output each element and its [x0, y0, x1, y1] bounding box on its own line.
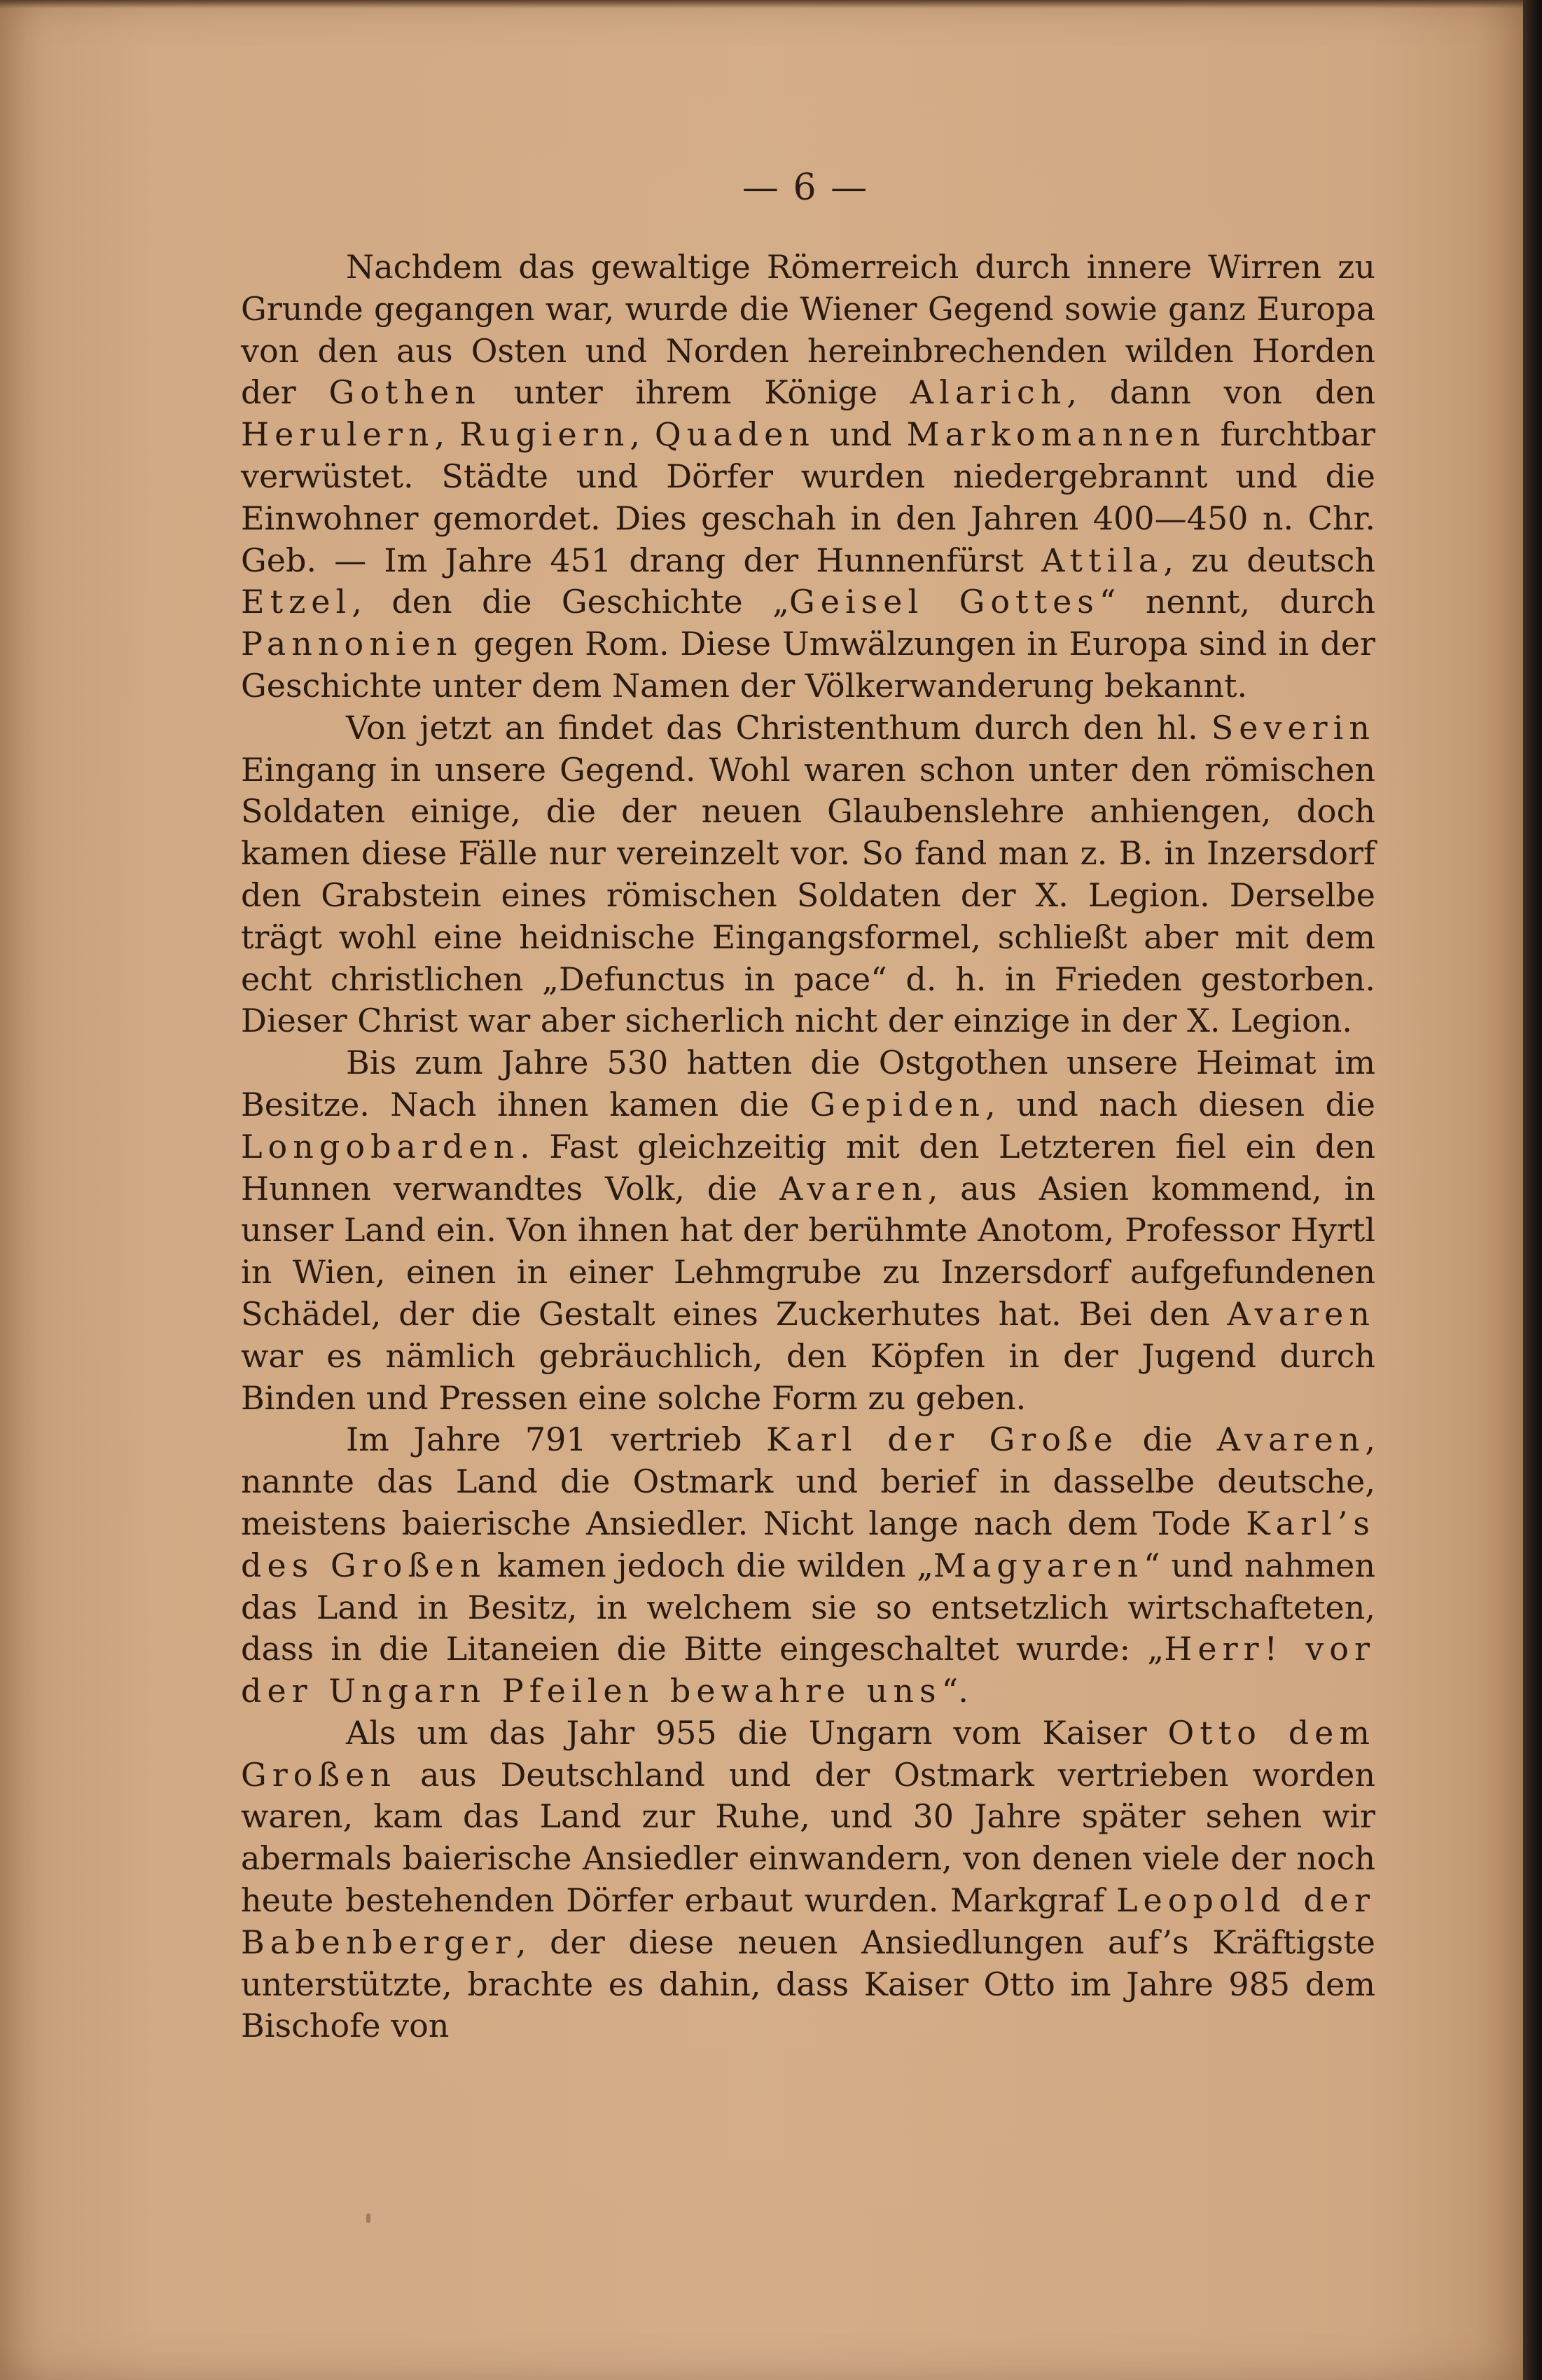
paragraph-christenthum: [241, 707, 1375, 1042]
text-run: Bis zum Jahre 530 hatten die Ostgothen unsere Heimat im Besitze. Nach ihnen kamen die: [241, 1044, 1375, 1123]
spaced-emphasis-text: Otto dem Großen: [241, 1713, 1375, 1794]
text-run: kamen jedoch die wilden „: [486, 1546, 933, 1584]
spaced-emphasis-text: Alarich: [910, 373, 1067, 412]
text-run: und: [814, 415, 907, 454]
paragraph-voelkerwanderung: [241, 247, 1375, 707]
paragraph-otto-babenberger: [241, 1713, 1375, 2047]
text-run: gegen Rom. Diese Umwälzungen in Europa sind in der Geschichte unter dem Namen der Völkerwanderung bekannt.: [241, 625, 1375, 705]
text-run: , dann von den: [1067, 373, 1376, 412]
spaced-emphasis-text: Herr! vor der Ungarn Pfeilen bewahre uns: [241, 1630, 1375, 1710]
text-run: “.: [941, 1672, 968, 1710]
paragraph-ostgothen-avaren: [241, 1042, 1375, 1419]
page-number: — 6 —: [742, 167, 869, 209]
spaced-emphasis-text: Geisel Gottes: [789, 583, 1099, 621]
text-run: Nachdem das gewaltige Römerreich durch innere Wirren zu Grunde gegangen war, wurde die Wiener Gegend sowie ganz Europa von den aus Osten und Norden hereinbrechenden wilden Horden der: [241, 248, 1375, 412]
top-page-edge: [0, 0, 1523, 8]
spaced-emphasis-text: Attila: [1041, 541, 1164, 579]
text-run: Eingang in unsere Gegend. Wohl waren schon unter den römischen Soldaten einige, die der neuen Glaubenslehre anhiengen, doch kamen diese Fälle nur vereinzelt vor. So fand man z. B. in Inzersdorf den Grabstein eines römischen Soldaten der X. Legion. Derselbe trägt wohl eine heidnische Eingangsformel, schließt aber mit dem echt christlichen „Defunctus in pace“ d. h. in Frieden gestorben. Dieser Christ war aber sicherlich nicht der einzige in der X. Legion.: [241, 750, 1375, 1040]
text-run: die: [1118, 1420, 1217, 1459]
text-run: “ nennt, durch: [1099, 583, 1375, 621]
spaced-emphasis-text: Magyaren: [933, 1546, 1144, 1584]
spaced-emphasis-text: Gepiden: [810, 1085, 985, 1123]
spaced-emphasis-text: Gothen: [328, 373, 481, 412]
text-run: “ und nahmen das Land in Besitz, in welchem sie so entsetzlich wirtschafteten, dass in die Litaneien die Bitte eingeschaltet wurde: „: [241, 1546, 1376, 1668]
book-binding-edge: [1523, 0, 1542, 2380]
text-run: unter ihrem Könige: [480, 373, 910, 412]
spaced-emphasis-text: Leopold der Babenberger: [241, 1881, 1375, 1961]
text-run: ,: [630, 415, 655, 454]
paragraph-karl-magyaren: [241, 1419, 1375, 1713]
text-run: , zu deutsch: [1163, 541, 1375, 579]
text-run: , der diese neuen Ansiedlungen auf’s Kräftigste unterstützte, brachte es dahin, dass Kaiser Otto im Jahre 985 dem Bischofe von: [241, 1923, 1375, 2045]
text-run: , den die Geschichte „: [352, 583, 789, 621]
spaced-emphasis-text: Pannonien: [241, 625, 463, 663]
text-run: war es nämlich gebräuchlich, den Köpfen in der Jugend durch Binden und Pressen eine solche Form zu geben.: [241, 1336, 1375, 1417]
spaced-emphasis-text: Etzel: [241, 583, 352, 621]
text-run: Von jetzt an findet das Christenthum durch den hl.: [346, 708, 1211, 747]
spaced-emphasis-text: Karl der Große: [766, 1420, 1118, 1459]
spaced-emphasis-text: Severin: [1211, 708, 1375, 747]
spaced-emphasis-text: Quaden: [654, 415, 815, 454]
text-run: Im Jahre 791 vertrieb: [346, 1420, 767, 1459]
spaced-emphasis-text: Longobarden: [241, 1127, 520, 1165]
text-run: , aus Asien kommend, in unser Land ein. Von ihnen hat der berühmte Anotom, Professor Hyrtl in Wien, einen in einer Lehmgrube zu Inzersdorf aufgefundenen Schädel, der die Gestalt eines Zuckerhutes hat. Bei den: [241, 1169, 1376, 1333]
text-run: furchtbar verwüstet. Städte und Dörfer wurden niedergebrannt und die Einwohner gemordet. Dies geschah in den Jahren 400—450 n. Chr. Geb. — Im Jahre 451 drang der Hunnenfürst: [241, 415, 1375, 579]
spaced-emphasis-text: Herulern: [241, 415, 435, 454]
text-run: ,: [434, 415, 460, 454]
spaced-emphasis-text: Markomannen: [906, 415, 1206, 454]
text-run: . Fast gleichzeitig mit den Letzteren fiel ein den Hunnen verwandtes Volk, die: [241, 1127, 1375, 1208]
text-run: Als um das Jahr 955 die Ungarn vom Kaiser: [346, 1713, 1168, 1752]
spaced-emphasis-text: Avaren: [779, 1169, 928, 1208]
spaced-emphasis-text: Avaren: [1227, 1294, 1375, 1333]
spaced-emphasis-text: Rugiern: [459, 415, 630, 454]
paper-speck: [366, 2213, 370, 2223]
text-run: , nannte das Land die Ostmark und berief in dasselbe deutsche, meistens baierische Ansiedler. Nicht lange nach dem Tode: [241, 1420, 1375, 1542]
body-text: [241, 247, 1375, 2047]
spaced-emphasis-text: Karl’s des Großen: [241, 1504, 1375, 1584]
spaced-emphasis-text: Avaren: [1216, 1420, 1366, 1459]
text-run: , und nach diesen die: [985, 1085, 1376, 1123]
text-run: aus Deutschland und der Ostmark vertrieben worden waren, kam das Land zur Ruhe, und 30 Jahre später sehen wir abermals baierische Ansiedler einwandern, von denen viele der noch heute bestehenden Dörfer erbaut wurden. Markgraf: [241, 1755, 1375, 1920]
